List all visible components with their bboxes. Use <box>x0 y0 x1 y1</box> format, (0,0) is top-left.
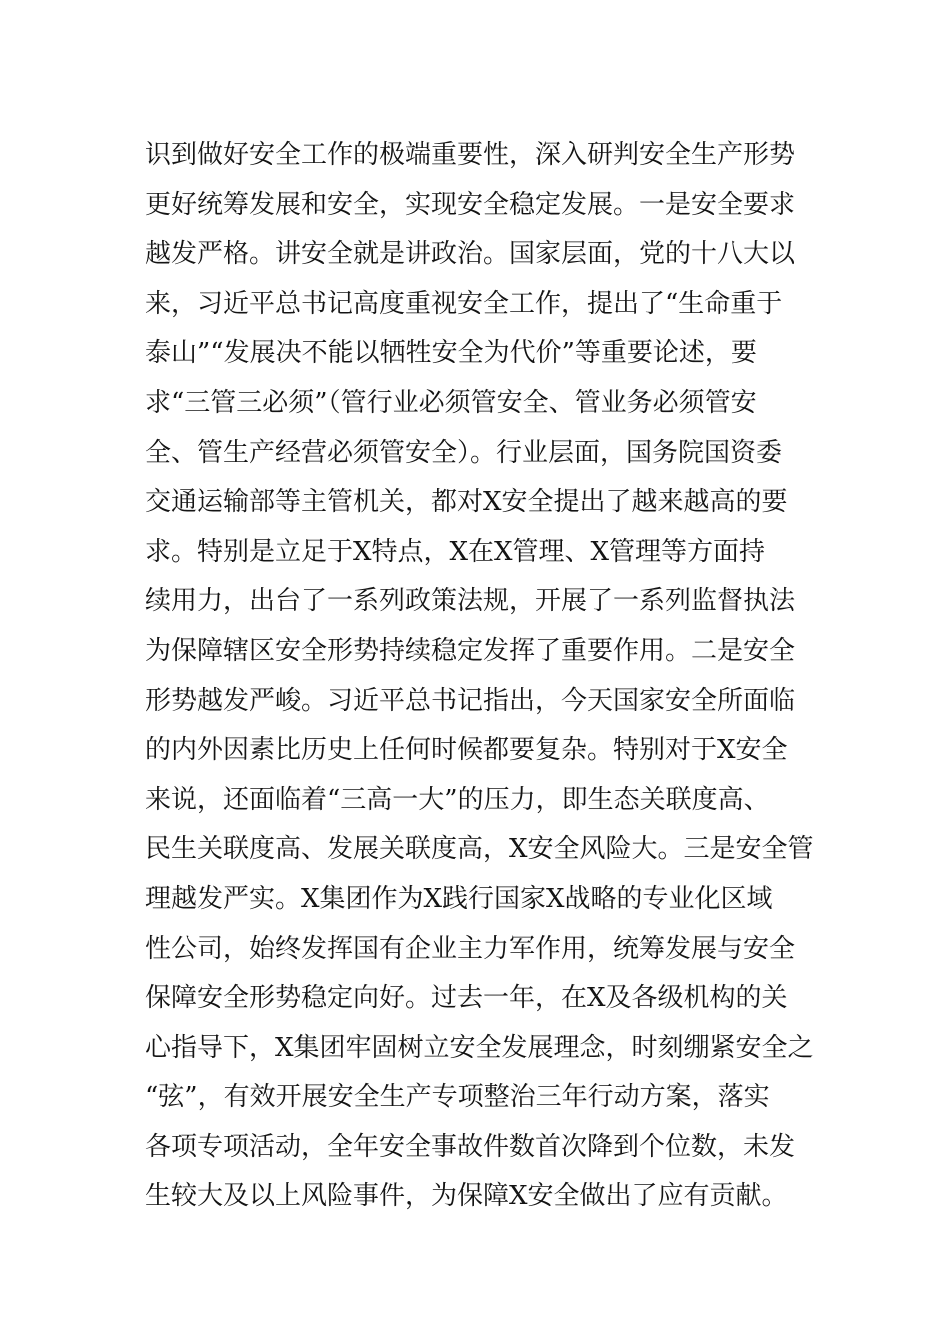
text-line: 交通运输部等主管机关，都对X安全提出了越来越高的要 <box>145 487 788 518</box>
text-line: 形势越发严峻。习近平总书记指出，今天国家安全所面临 <box>145 685 796 716</box>
text-line: 各项专项活动，全年安全事故件数首次降到个位数，未发 <box>145 1131 796 1162</box>
text-line: “弦”，有效开展安全生产专项整治三年行动方案，落实 <box>145 1082 770 1113</box>
text-line: 来，习近平总书记高度重视安全工作，提出了“生命重于 <box>145 288 783 319</box>
text-line: 求。特别是立足于X特点，X在X管理、X管理等方面持 <box>145 536 766 567</box>
text-line: 的内外因素比历史上任何时候都要复杂。特别对于X安全 <box>145 735 788 766</box>
text-line: 民生关联度高、发展关联度高，X安全风险大。三是安全管 <box>145 834 814 865</box>
text-line: 来说，还面临着“三高一大”的压力，即生态关联度高、 <box>145 784 770 815</box>
body-paragraph <box>145 131 825 1222</box>
text-line: 生较大及以上风险事件，为保障X安全做出了应有贡献。 <box>145 1181 788 1212</box>
text-line: 越发严格。讲安全就是讲政治。国家层面，党的十八大以 <box>145 239 796 270</box>
text-line: 心指导下，X集团牢固树立安全发展理念，时刻绷紧安全之 <box>145 1032 814 1063</box>
text-line: 更好统筹发展和安全，实现安全稳定发展。一是安全要求 <box>145 189 796 220</box>
text-line: 为保障辖区安全形势持续稳定发挥了重要作用。二是安全 <box>145 635 796 666</box>
text-line: 保障安全形势稳定向好。过去一年，在X及各级机构的关 <box>145 983 788 1014</box>
text-line: 识到做好安全工作的极端重要性，深入研判安全生产形势 <box>145 140 796 170</box>
text-line: 性公司，始终发挥国有企业主力军作用，统筹发展与安全 <box>145 933 796 964</box>
text-line: 求“三管三必须”（管行业必须管安全、管业务必须管安 <box>145 387 757 418</box>
text-line: 理越发严实。X集团作为X践行国家X战略的专业化区域 <box>145 883 773 914</box>
text-line: 泰山”“发展决不能以牺牲安全为代价”等重要论述，要 <box>145 338 757 369</box>
text-line: 全、管生产经营必须管安全）。行业层面，国务院国资委 <box>145 437 783 468</box>
text-line: 续用力，出台了一系列政策法规，开展了一系列监督执法 <box>145 586 796 617</box>
